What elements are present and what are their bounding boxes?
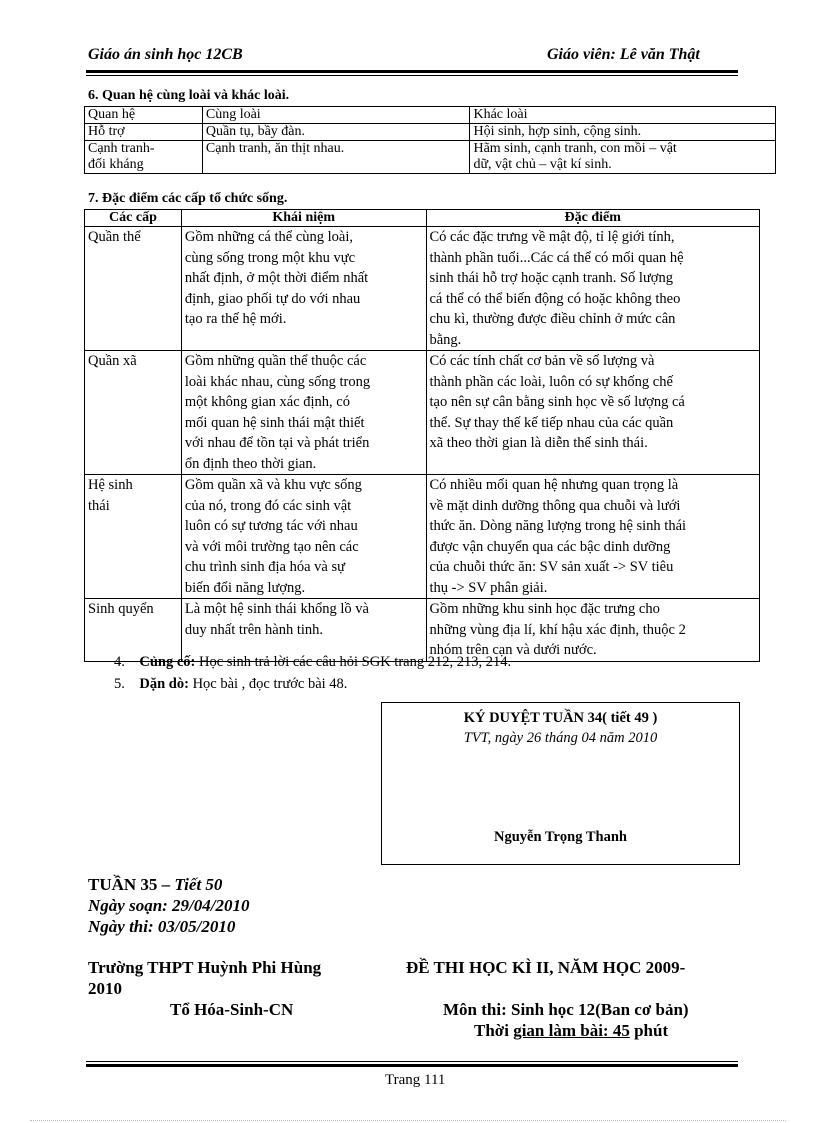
- exam-duration: [474, 1021, 668, 1041]
- table-cell: Gồm những khu sinh học đặc trưng cho những vùng địa lí, khí hậu xác định, thuộc 2 nhóm trên cạn và dưới nước.: [426, 599, 760, 662]
- list-label: Củng cố:: [139, 654, 196, 670]
- table-cell: Hệ sinh thái: [85, 475, 182, 599]
- page-number: Trang 111: [385, 1072, 446, 1088]
- table-cell: Gồm quần xã và khu vực sống của nó, trong đó các sinh vật luôn có sự tương tác với nhau và với môi trường tạo nên các chu trình sinh địa hóa và sự biến đổi năng lượng.: [181, 475, 426, 599]
- footer-rule-thin: [86, 1061, 738, 1062]
- table-cell: Hãm sinh, cạnh tranh, con mồi – vật dữ, vật chủ – vật kí sinh.: [470, 141, 776, 174]
- header-teacher: Giáo viên: Lê văn Thật: [547, 46, 700, 63]
- table-cell: Có các đặc trưng về mật độ, tỉ lệ giới tính, thành phần tuổi...Các cá thể có mối quan hệ sinh thái hỗ trợ hoặc cạnh tranh. Số lượng cá thể có thể biến động có hoặc không theo chu kì, thường được điều chỉnh ở mức cân bằng.: [426, 227, 760, 351]
- table-cell: Quần thể: [85, 227, 182, 351]
- table-cell: Cạnh tranh, ăn thịt nhau.: [202, 141, 470, 174]
- exam-title: ĐỀ THI HỌC KÌ II, NĂM HỌC 2009-: [406, 958, 686, 977]
- approval-title: KÝ DUYỆT TUẦN 34( tiết 49 ): [463, 710, 658, 726]
- list-item-homework: [114, 676, 347, 693]
- duration-value: gian làm bài: 45: [513, 1021, 630, 1040]
- table-row: [85, 227, 760, 351]
- table-cell: Là một hệ sinh thái khổng lồ và duy nhất trên hành tinh.: [181, 599, 426, 662]
- department: Tổ Hóa-Sinh-CN: [170, 1000, 294, 1019]
- list-label: Dặn dò:: [139, 676, 189, 692]
- table-row: [85, 124, 776, 141]
- week-label: TUẦN 35 –: [88, 875, 175, 894]
- approval-date: TVT, ngày 26 tháng 04 năm 2010: [463, 730, 658, 746]
- table-cell: Hội sinh, hợp sinh, cộng sinh.: [470, 124, 776, 141]
- list-num: 4.: [114, 654, 125, 670]
- organization-levels-table: [84, 209, 760, 662]
- list-num: 5.: [114, 676, 125, 692]
- section6-title: 6. Quan hệ cùng loài và khác loài.: [88, 88, 290, 103]
- lesson-number: Tiết 50: [174, 875, 223, 894]
- duration-suffix: phút: [629, 1021, 669, 1040]
- column-header: Cùng loài: [202, 107, 470, 124]
- duration-prefix: Thời: [474, 1021, 514, 1040]
- table-header-row: [85, 210, 760, 227]
- table-header-row: [85, 107, 776, 124]
- exam-title-year: 2010: [88, 979, 122, 998]
- header-rule-thick: [86, 70, 738, 73]
- column-header: Các cấp: [85, 210, 182, 227]
- approver-name: Nguyễn Trọng Thanh: [494, 829, 627, 845]
- table-row: [85, 351, 760, 475]
- approval-box: [381, 702, 740, 865]
- table-cell: Cạnh tranh- đối kháng: [85, 141, 203, 174]
- week-line: [88, 874, 250, 895]
- school-name: Trường THPT Huỳnh Phi Hùng: [88, 958, 322, 977]
- table-cell: Gồm những quần thể thuộc các loài khác nhau, cùng sống trong một không gian xác định, có mối quan hệ sinh thái mật thiết với nhau để tồn tại và phát triển ổn định theo thời gian.: [181, 351, 426, 475]
- header-rule-thin: [86, 75, 738, 76]
- table-row: [85, 599, 760, 662]
- list-text: Học bài , đọc trước bài 48.: [188, 676, 348, 692]
- header-subject: Giáo án sinh học 12CB: [88, 46, 243, 63]
- table-cell: Có nhiều mối quan hệ nhưng quan trọng là về mặt dinh dưỡng thông qua chuỗi và lưới thức ăn. Dòng năng lượng trong hệ sinh thái được vận chuyển qua các bậc dinh dưỡng của chuỗi thức ăn: SV sản xuất -> SV tiêu thụ -> SV phân giải.: [426, 475, 760, 599]
- table-cell: Hỗ trợ: [85, 124, 203, 141]
- relations-table: [84, 106, 776, 174]
- column-header: Quan hệ: [85, 107, 203, 124]
- column-header: Đặc điểm: [426, 210, 760, 227]
- table-cell: Gồm những cá thể cùng loài, cùng sống trong một khu vực nhất định, ở một thời điểm nhất định, giao phối tự do với nhau tạo ra thế hệ mới.: [181, 227, 426, 351]
- table-row: [85, 475, 760, 599]
- table-cell: Quần xã: [85, 351, 182, 475]
- table-cell: Quần tụ, bầy đàn.: [202, 124, 470, 141]
- section7-title: 7. Đặc điểm các cấp tổ chức sống.: [88, 191, 288, 206]
- table-cell: Có các tính chất cơ bản về số lượng và thành phần các loài, luôn có sự khống chế tạo nên sự cân bằng sinh học về số lượng cá thể. Sự thay thế kế tiếp nhau của các quần xã theo thời gian là diễn thế sinh thái.: [426, 351, 760, 475]
- list-item-review: [114, 654, 511, 671]
- table-cell: Sinh quyển: [85, 599, 182, 662]
- table-row: [85, 141, 776, 174]
- exam-date: Ngày thi: 03/05/2010: [88, 917, 236, 936]
- page-bottom-edge: [30, 1120, 786, 1121]
- week-block: [88, 874, 250, 937]
- column-header: Khái niệm: [181, 210, 426, 227]
- exam-subject: Môn thi: Sinh học 12(Ban cơ bản): [443, 1000, 689, 1019]
- footer-rule-thick: [86, 1064, 738, 1067]
- prep-date: Ngày soạn: 29/04/2010: [88, 896, 250, 915]
- list-text: Học sinh trả lời các câu hỏi SGK trang 212, 213, 214.: [195, 654, 512, 670]
- column-header: Khác loài: [470, 107, 776, 124]
